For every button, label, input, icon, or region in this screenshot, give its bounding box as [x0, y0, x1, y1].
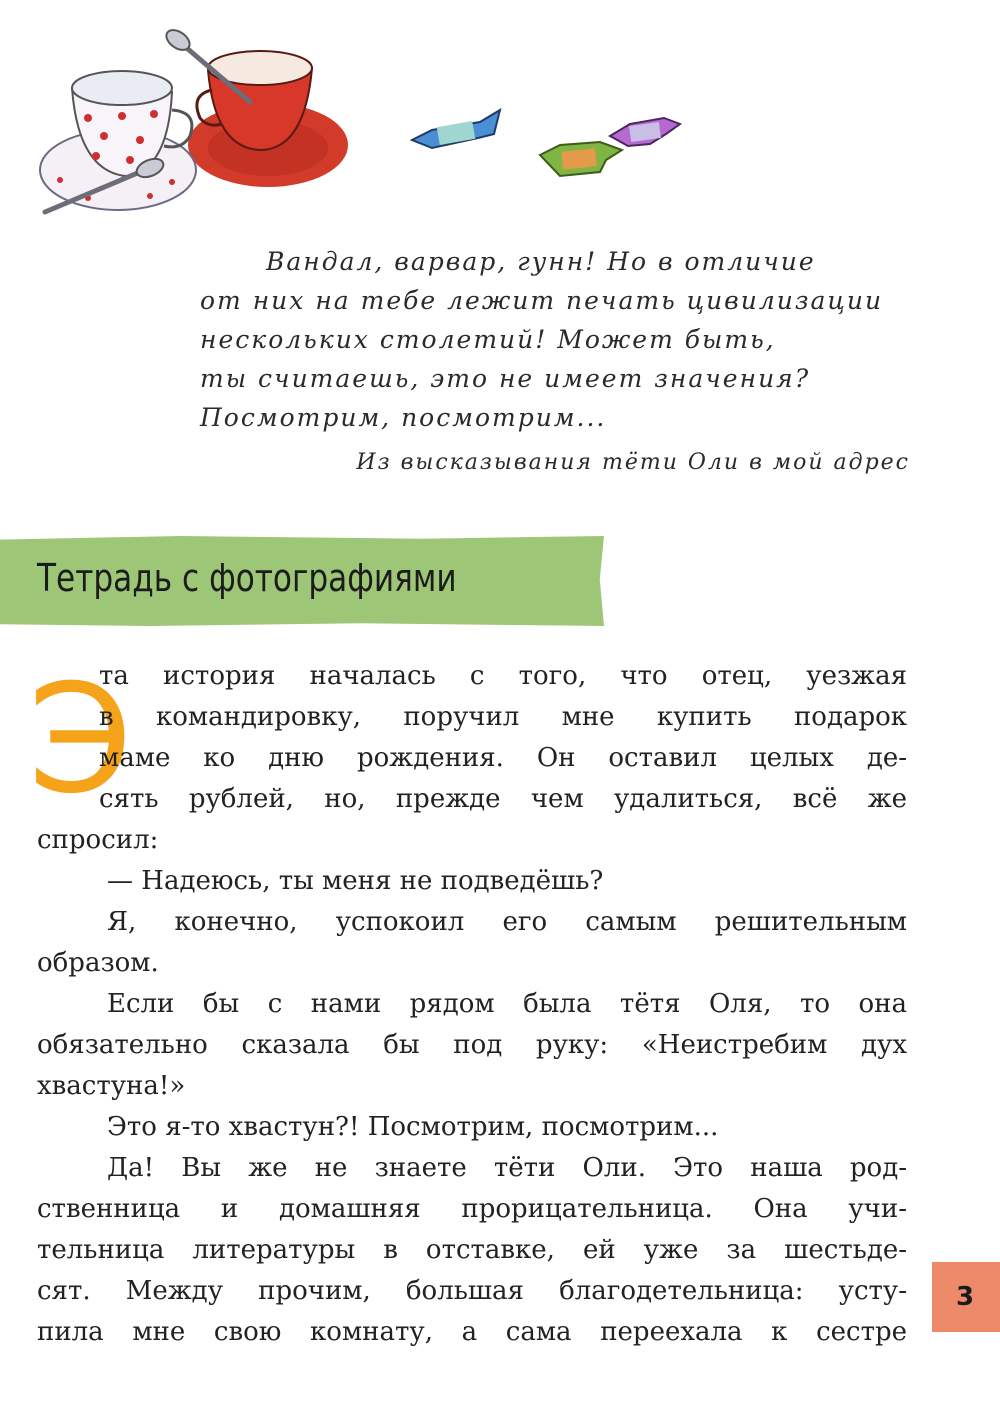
epigraph-line: ты считаешь, это не имеет значения?	[200, 364, 811, 393]
body-line: тельница литературы в отставке, ей уже за шестьде-	[37, 1235, 907, 1265]
tea-illustration	[0, 0, 1000, 230]
body-text	[37, 656, 907, 1353]
drop-cap: Э	[28, 653, 133, 827]
body-line: хвастуна!»	[37, 1071, 186, 1101]
body-line: та история началась с того, что отец, уезжая	[99, 661, 907, 691]
body-line: ственница и домашняя прорицательница. Она учи-	[37, 1194, 907, 1224]
candy-icon	[412, 110, 680, 176]
chapter-title: Тетрадь с фотографиями	[37, 556, 457, 600]
body-line: спросил:	[37, 825, 159, 855]
epigraph-line: Вандал, варвар, гунн! Но в отличие	[266, 247, 816, 276]
epigraph-line: от них на тебе лежит печать цивилизации	[200, 286, 884, 315]
body-line: сять рублей, но, прежде чем удалиться, всё же	[99, 784, 907, 814]
body-line: Это я-то хвастун?! Посмотрим, посмотрим...	[107, 1112, 719, 1142]
body-line: Если бы с нами рядом была тётя Оля, то она	[107, 989, 907, 1019]
epigraph-line: нескольких столетий! Может быть,	[200, 325, 776, 354]
teacup-polka-dot-icon	[40, 71, 196, 210]
body-line: — Надеюсь, ты меня не подведёшь?	[107, 866, 604, 896]
page-number: 3	[955, 1282, 975, 1312]
body-line: Да! Вы же не знаете тёти Оли. Это наша род-	[107, 1153, 907, 1183]
epigraph-line: Посмотрим, посмотрим...	[200, 403, 607, 432]
body-line: в командировку, поручил мне купить подарок	[99, 702, 907, 732]
epigraph-source: Из высказывания тёти Оли в мой адрес	[356, 450, 910, 475]
epigraph	[200, 242, 910, 482]
body-line: маме ко дню рождения. Он оставил целых де-	[99, 743, 907, 773]
body-line: пила мне свою комнату, а сама переехала к сестре	[37, 1317, 907, 1347]
body-line: обязательно сказала бы под руку: «Неистребим дух	[37, 1030, 907, 1060]
body-line: сят. Между прочим, большая благодетельница: усту-	[37, 1276, 907, 1306]
body-line: Я, конечно, успокоил его самым решительным	[107, 907, 907, 937]
body-line: образом.	[37, 948, 159, 978]
